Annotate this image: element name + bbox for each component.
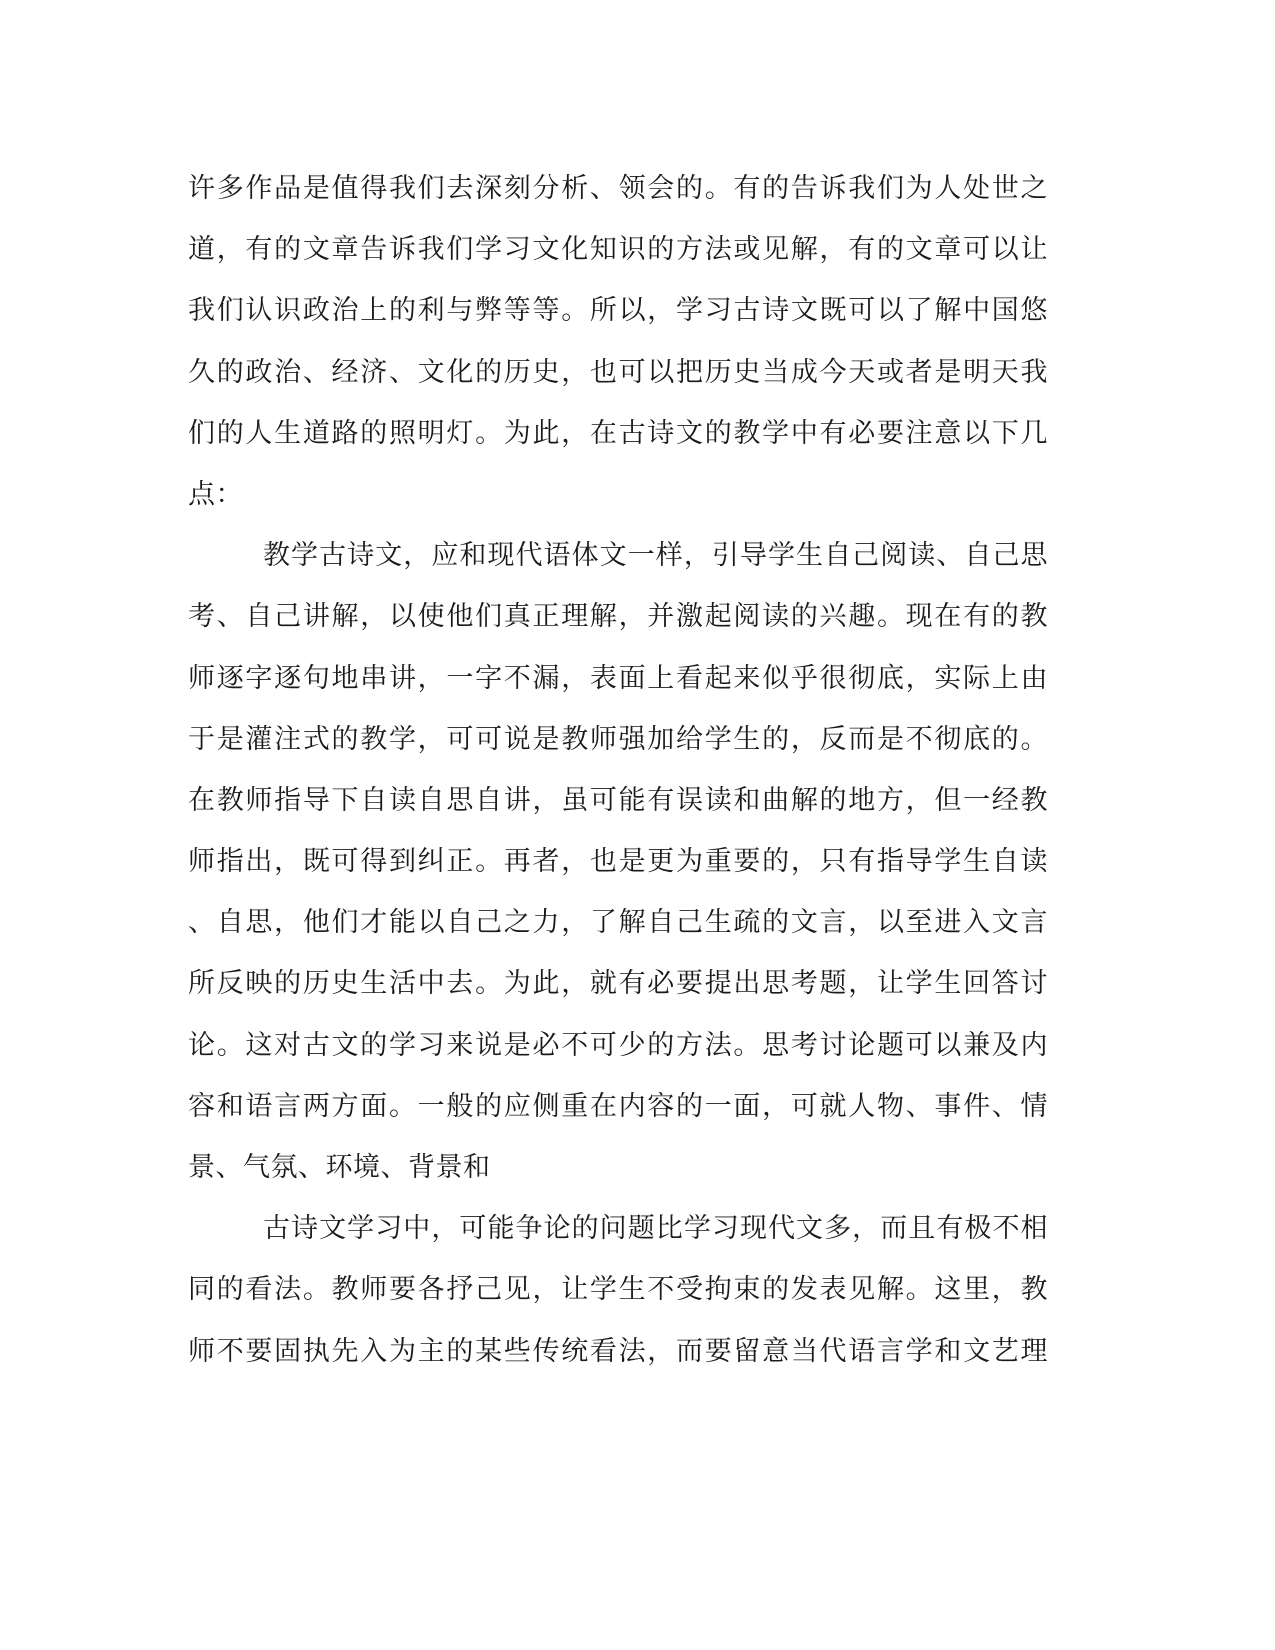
text-line: 容和语言两方面。一般的应侧重在内容的一面，可就人物、事件、情: [188, 1090, 1048, 1122]
text-line: 师指出，既可得到纠正。再者，也是更为重要的，只有指导学生自读: [188, 846, 1048, 878]
paragraph-2: [188, 525, 1048, 1198]
text-line: 教学古诗文，应和现代语体文一样，引导学生自己阅读、自己思: [263, 540, 1048, 572]
text-line: 考、自己讲解，以使他们真正理解，并激起阅读的兴趣。现在有的教: [188, 601, 1048, 633]
text-line: 师不要固执先入为主的某些传统看法，而要留意当代语言学和文艺理: [188, 1335, 1048, 1367]
paragraph-1: [188, 158, 1048, 525]
text-line: 久的政治、经济、文化的历史，也可以把历史当成今天或者是明天我: [188, 356, 1048, 388]
text-line: 古诗文学习中，可能争论的问题比学习现代文多，而且有极不相: [263, 1213, 1048, 1245]
text-line: 论。这对古文的学习来说是必不可少的方法。思考讨论题可以兼及内: [188, 1029, 1048, 1061]
body-text: [188, 158, 1048, 1382]
paragraph-3: [188, 1198, 1048, 1382]
text-line: 点：: [188, 478, 243, 510]
text-line: 景、气氛、环境、背景和: [188, 1152, 491, 1183]
text-line: 于是灌注式的教学，可可说是教师强加给学生的，反而是不彻底的。: [188, 723, 1048, 755]
text-line: 、自思，他们才能以自己之力，了解自己生疏的文言，以至进入文言: [188, 907, 1048, 939]
text-line: 许多作品是值得我们去深刻分析、领会的。有的告诉我们为人处世之: [188, 173, 1048, 204]
text-line: 同的看法。教师要各抒己见，让学生不受拘束的发表见解。这里，教: [188, 1274, 1048, 1306]
text-line: 师逐字逐句地串讲，一字不漏，表面上看起来似乎很彻底，实际上由: [188, 662, 1048, 694]
text-line: 所反映的历史生活中去。为此，就有必要提出思考题，让学生回答讨: [188, 968, 1048, 1000]
text-line: 在教师指导下自读自思自讲，虽可能有误读和曲解的地方，但一经教: [188, 784, 1048, 816]
text-line: 道，有的文章告诉我们学习文化知识的方法或见解，有的文章可以让: [188, 234, 1048, 266]
text-line: 们的人生道路的照明灯。为此，在古诗文的教学中有必要注意以下几: [188, 417, 1048, 449]
text-line: 我们认识政治上的利与弊等等。所以，学习古诗文既可以了解中国悠: [188, 295, 1048, 327]
